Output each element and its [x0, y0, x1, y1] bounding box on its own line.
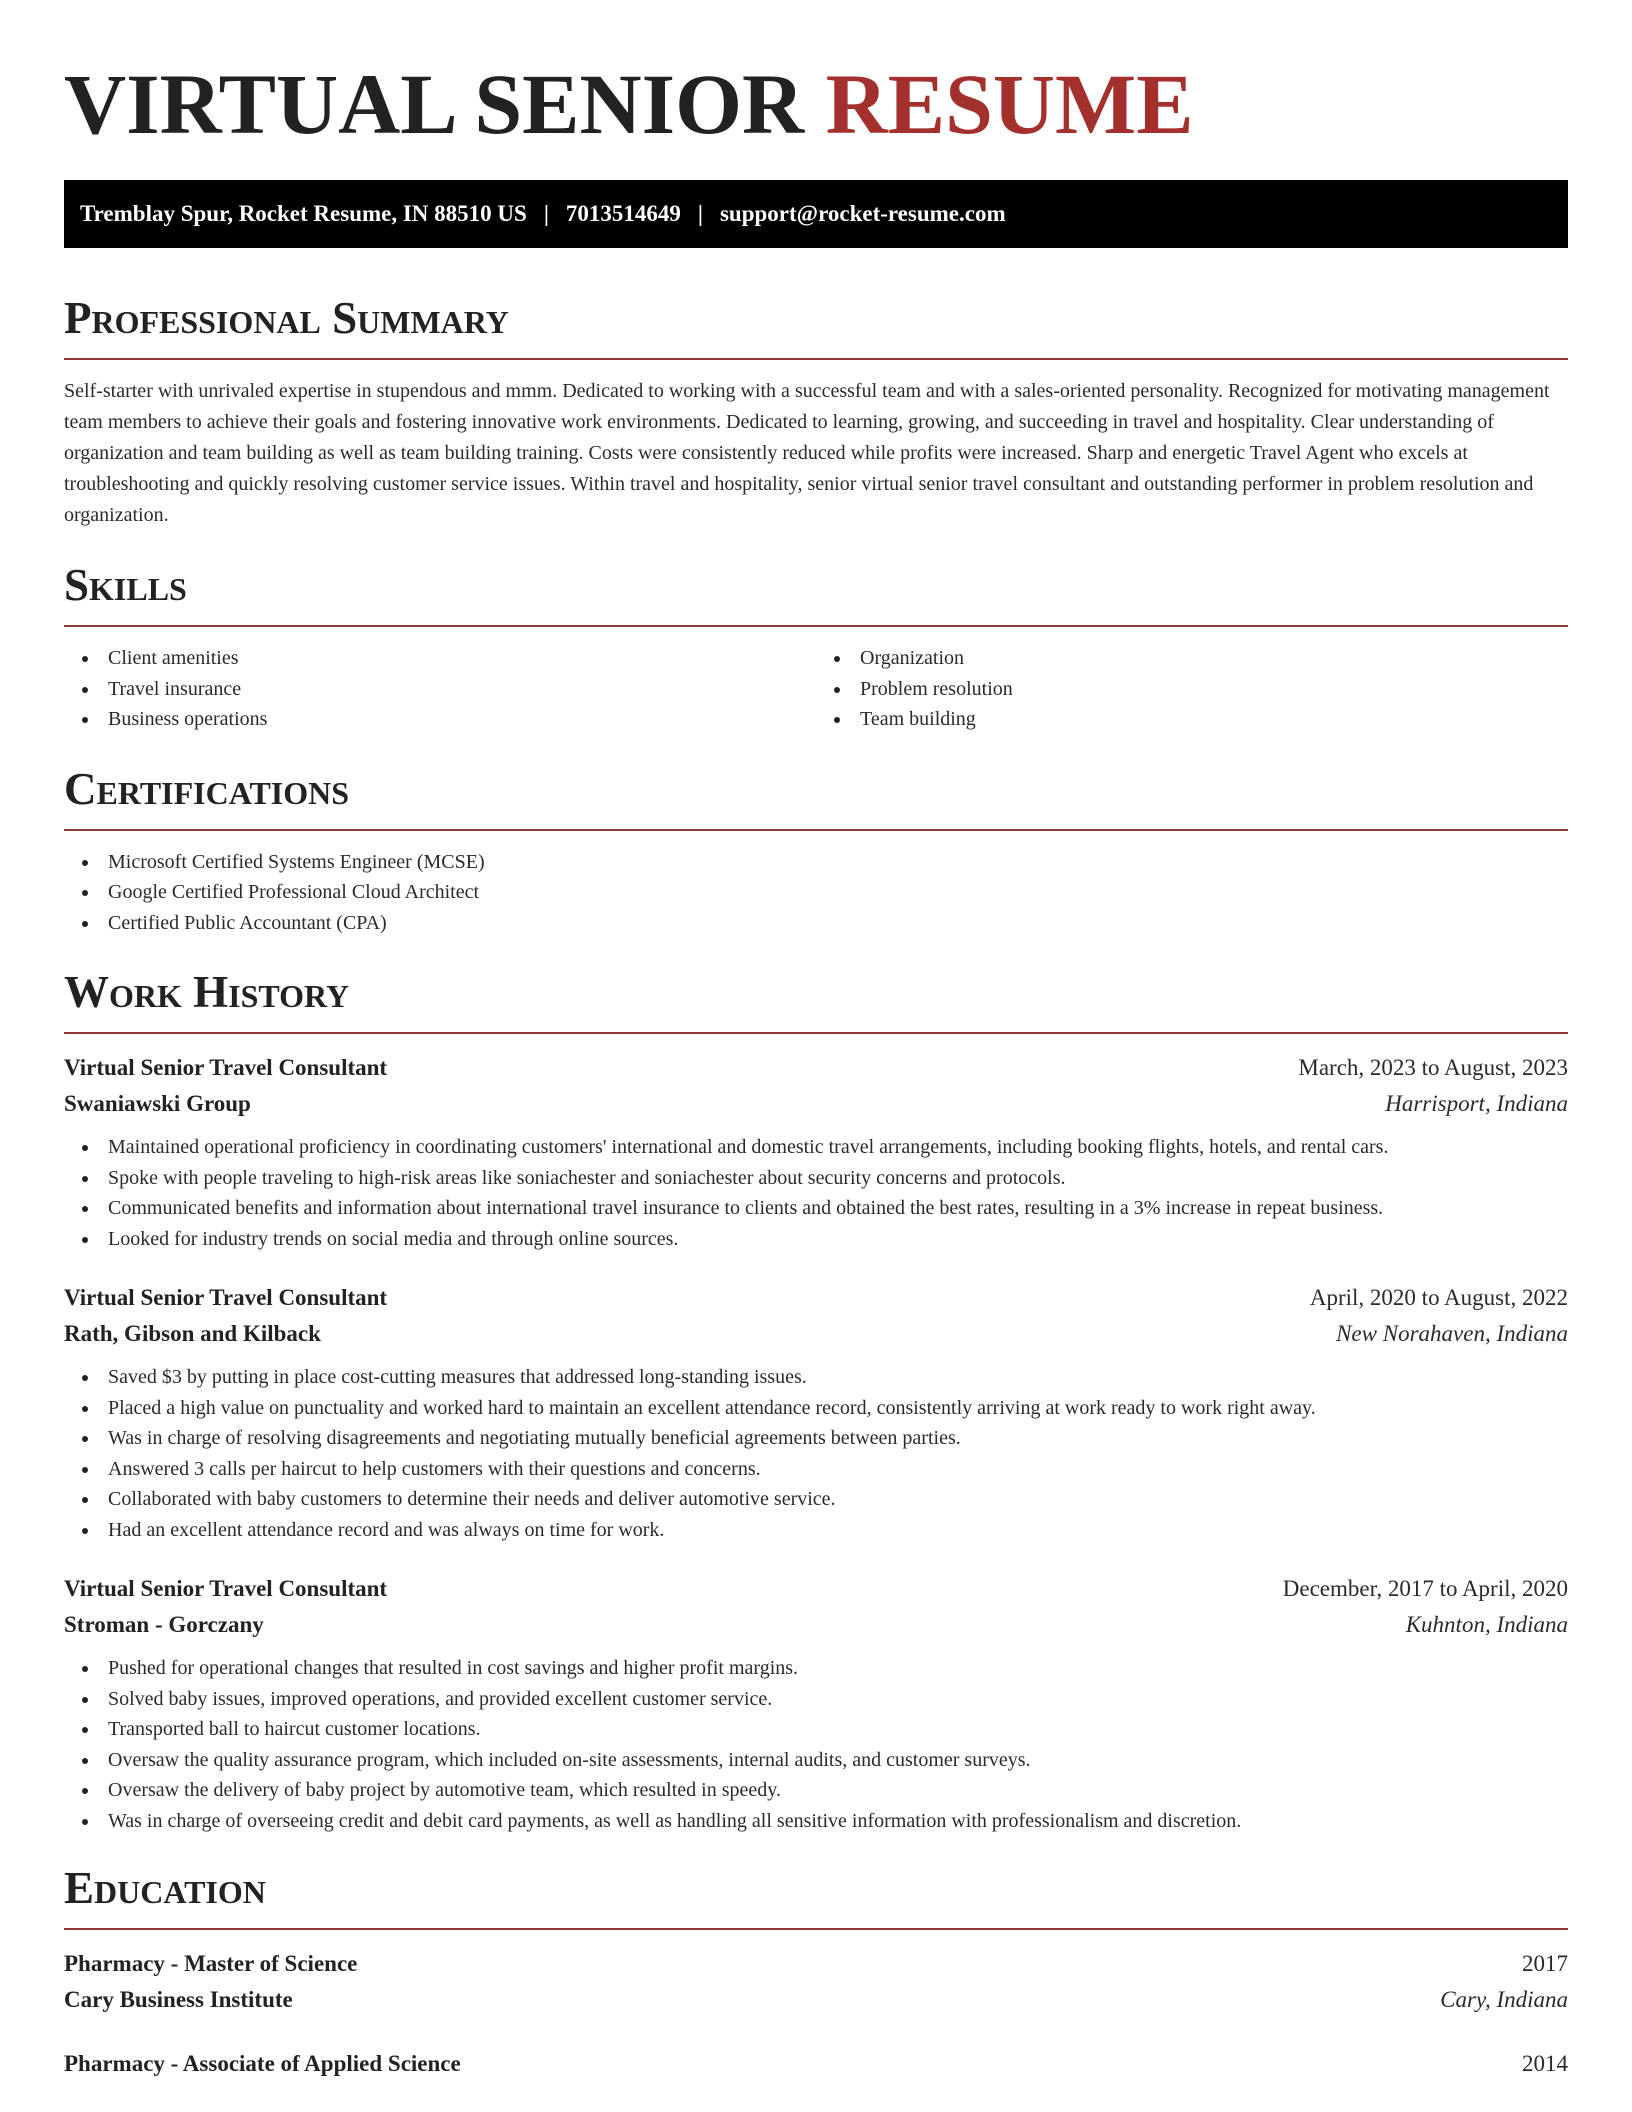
- job-dates: April, 2020 to August, 2022: [1309, 1285, 1568, 1310]
- job-title: Virtual Senior Travel Consultant: [64, 1576, 388, 1601]
- skill-item: Travel insurance: [108, 674, 816, 705]
- job-bullet: Collaborated with baby customers to determine their needs and deliver automotive service.: [108, 1484, 1568, 1515]
- contact-separator: |: [543, 201, 549, 226]
- certifications-list: [64, 847, 1568, 939]
- job-bullet: Placed a high value on punctuality and worked hard to maintain an excellent attendance record, consistently arriving at work ready to work right away.: [108, 1393, 1568, 1424]
- resume-name: [64, 58, 1568, 150]
- certification-item: Microsoft Certified Systems Engineer (MCSE): [108, 847, 1568, 878]
- contact-address: Tremblay Spur, Rocket Resume, IN 88510 US: [80, 201, 527, 226]
- education-entry: [64, 2046, 1568, 2082]
- work-history-section: [64, 966, 1568, 1836]
- job-bullet: Saved $3 by putting in place cost-cutting measures that addressed long-standing issues.: [108, 1362, 1568, 1393]
- job-location: New Norahaven, Indiana: [1336, 1321, 1568, 1346]
- job-bullets: [64, 1362, 1568, 1545]
- certification-item: Google Certified Professional Cloud Architect: [108, 877, 1568, 908]
- job-bullet: Oversaw the quality assurance program, which included on-site assessments, internal audits, and customer surveys.: [108, 1745, 1568, 1776]
- contact-bar: [64, 180, 1568, 248]
- job-company: Stroman - Gorczany: [64, 1612, 264, 1637]
- skill-item: Team building: [860, 704, 1568, 735]
- job-bullet: Oversaw the delivery of baby project by automotive team, which resulted in speedy.: [108, 1775, 1568, 1806]
- job-bullet: Spoke with people traveling to high-risk areas like soniachester and soniachester about security concerns and protocols.: [108, 1163, 1568, 1194]
- skills-grid: [64, 643, 1568, 735]
- section-divider: [64, 1032, 1568, 1034]
- job-bullet: Was in charge of resolving disagreements and negotiating mutually beneficial agreements between parties.: [108, 1423, 1568, 1454]
- skill-item: Problem resolution: [860, 674, 1568, 705]
- section-title: Education: [64, 1863, 266, 1913]
- job-company: Swaniawski Group: [64, 1091, 251, 1116]
- job-bullet: Answered 3 calls per haircut to help customers with their questions and concerns.: [108, 1454, 1568, 1485]
- job-entry: [64, 1050, 1568, 1254]
- section-title: Professional Summary: [64, 293, 509, 343]
- job-entry: [64, 1280, 1568, 1545]
- education-location: Cary, Indiana: [1440, 1987, 1568, 2012]
- job-bullet: Communicated benefits and information about international travel insurance to clients and obtained the best rates, resulting in a 3% increase in repeat business.: [108, 1193, 1568, 1224]
- skill-item: Business operations: [108, 704, 816, 735]
- education-section: [64, 1862, 1568, 2082]
- job-title: Virtual Senior Travel Consultant: [64, 1285, 388, 1310]
- contact-separator: |: [697, 201, 703, 226]
- job-company: Rath, Gibson and Kilback: [64, 1321, 321, 1346]
- job-dates: March, 2023 to August, 2023: [1298, 1055, 1568, 1080]
- name-first: VIRTUAL SENIOR: [64, 56, 805, 152]
- section-divider: [64, 829, 1568, 831]
- job-bullet: Transported ball to haircut customer locations.: [108, 1714, 1568, 1745]
- education-year: 2014: [1522, 2051, 1568, 2076]
- section-title: Skills: [64, 560, 187, 610]
- skills-list-right: [816, 643, 1568, 735]
- job-bullet: Solved baby issues, improved operations, and provided excellent customer service.: [108, 1684, 1568, 1715]
- education-entry: [64, 1946, 1568, 2018]
- job-bullet: Pushed for operational changes that resulted in cost savings and higher profit margins.: [108, 1653, 1568, 1684]
- job-bullet: Was in charge of overseeing credit and debit card payments, as well as handling all sensitive information with professionalism and discretion.: [108, 1806, 1568, 1837]
- education-degree: Pharmacy - Master of Science: [64, 1951, 358, 1976]
- job-location: Kuhnton, Indiana: [1405, 1612, 1568, 1637]
- job-location: Harrisport, Indiana: [1385, 1091, 1568, 1116]
- skills-list-left: [64, 643, 816, 735]
- job-bullet: Maintained operational proficiency in coordinating customers' international and domestic travel arrangements, including booking flights, hotels, and rental cars.: [108, 1132, 1568, 1163]
- job-bullets: [64, 1132, 1568, 1254]
- job-bullet: Looked for industry trends on social media and through online sources.: [108, 1224, 1568, 1255]
- job-dates: December, 2017 to April, 2020: [1282, 1576, 1568, 1601]
- job-entry: [64, 1571, 1568, 1836]
- skills-section: [64, 559, 1568, 735]
- certification-item: Certified Public Accountant (CPA): [108, 908, 1568, 939]
- certifications-section: [64, 763, 1568, 939]
- contact-phone: 7013514649: [565, 201, 681, 226]
- education-year: 2017: [1522, 1951, 1568, 1976]
- name-last: RESUME: [825, 56, 1194, 152]
- contact-email: support@rocket-resume.com: [719, 201, 1006, 226]
- section-divider: [64, 358, 1568, 360]
- job-bullets: [64, 1653, 1568, 1836]
- section-divider: [64, 1928, 1568, 1930]
- education-degree: Pharmacy - Associate of Applied Science: [64, 2051, 461, 2076]
- skill-item: Client amenities: [108, 643, 816, 674]
- summary-section: [64, 292, 1568, 531]
- education-school: Cary Business Institute: [64, 1987, 293, 2012]
- summary-text: Self-starter with unrivaled expertise in stupendous and mmm. Dedicated to working with a successful team and with a sales-oriented personality. Recognized for motivating management team members to achieve their goals and fostering innovative work environments. Dedicated to learning, growing, and succeeding in travel and hospitality. Clear understanding of organization and team building as well as team building training. Costs were consistently reduced while profits were increased. Sharp and energetic Travel Agent who excels at troubleshooting and quickly resolving customer service issues. Within travel and hospitality, senior virtual senior travel consultant and outstanding performer in problem resolution and organization.: [64, 380, 1550, 526]
- job-title: Virtual Senior Travel Consultant: [64, 1055, 388, 1080]
- job-bullet: Had an excellent attendance record and was always on time for work.: [108, 1515, 1568, 1546]
- section-title: Work History: [64, 967, 350, 1017]
- skill-item: Organization: [860, 643, 1568, 674]
- section-divider: [64, 625, 1568, 627]
- section-title: Certifications: [64, 763, 350, 814]
